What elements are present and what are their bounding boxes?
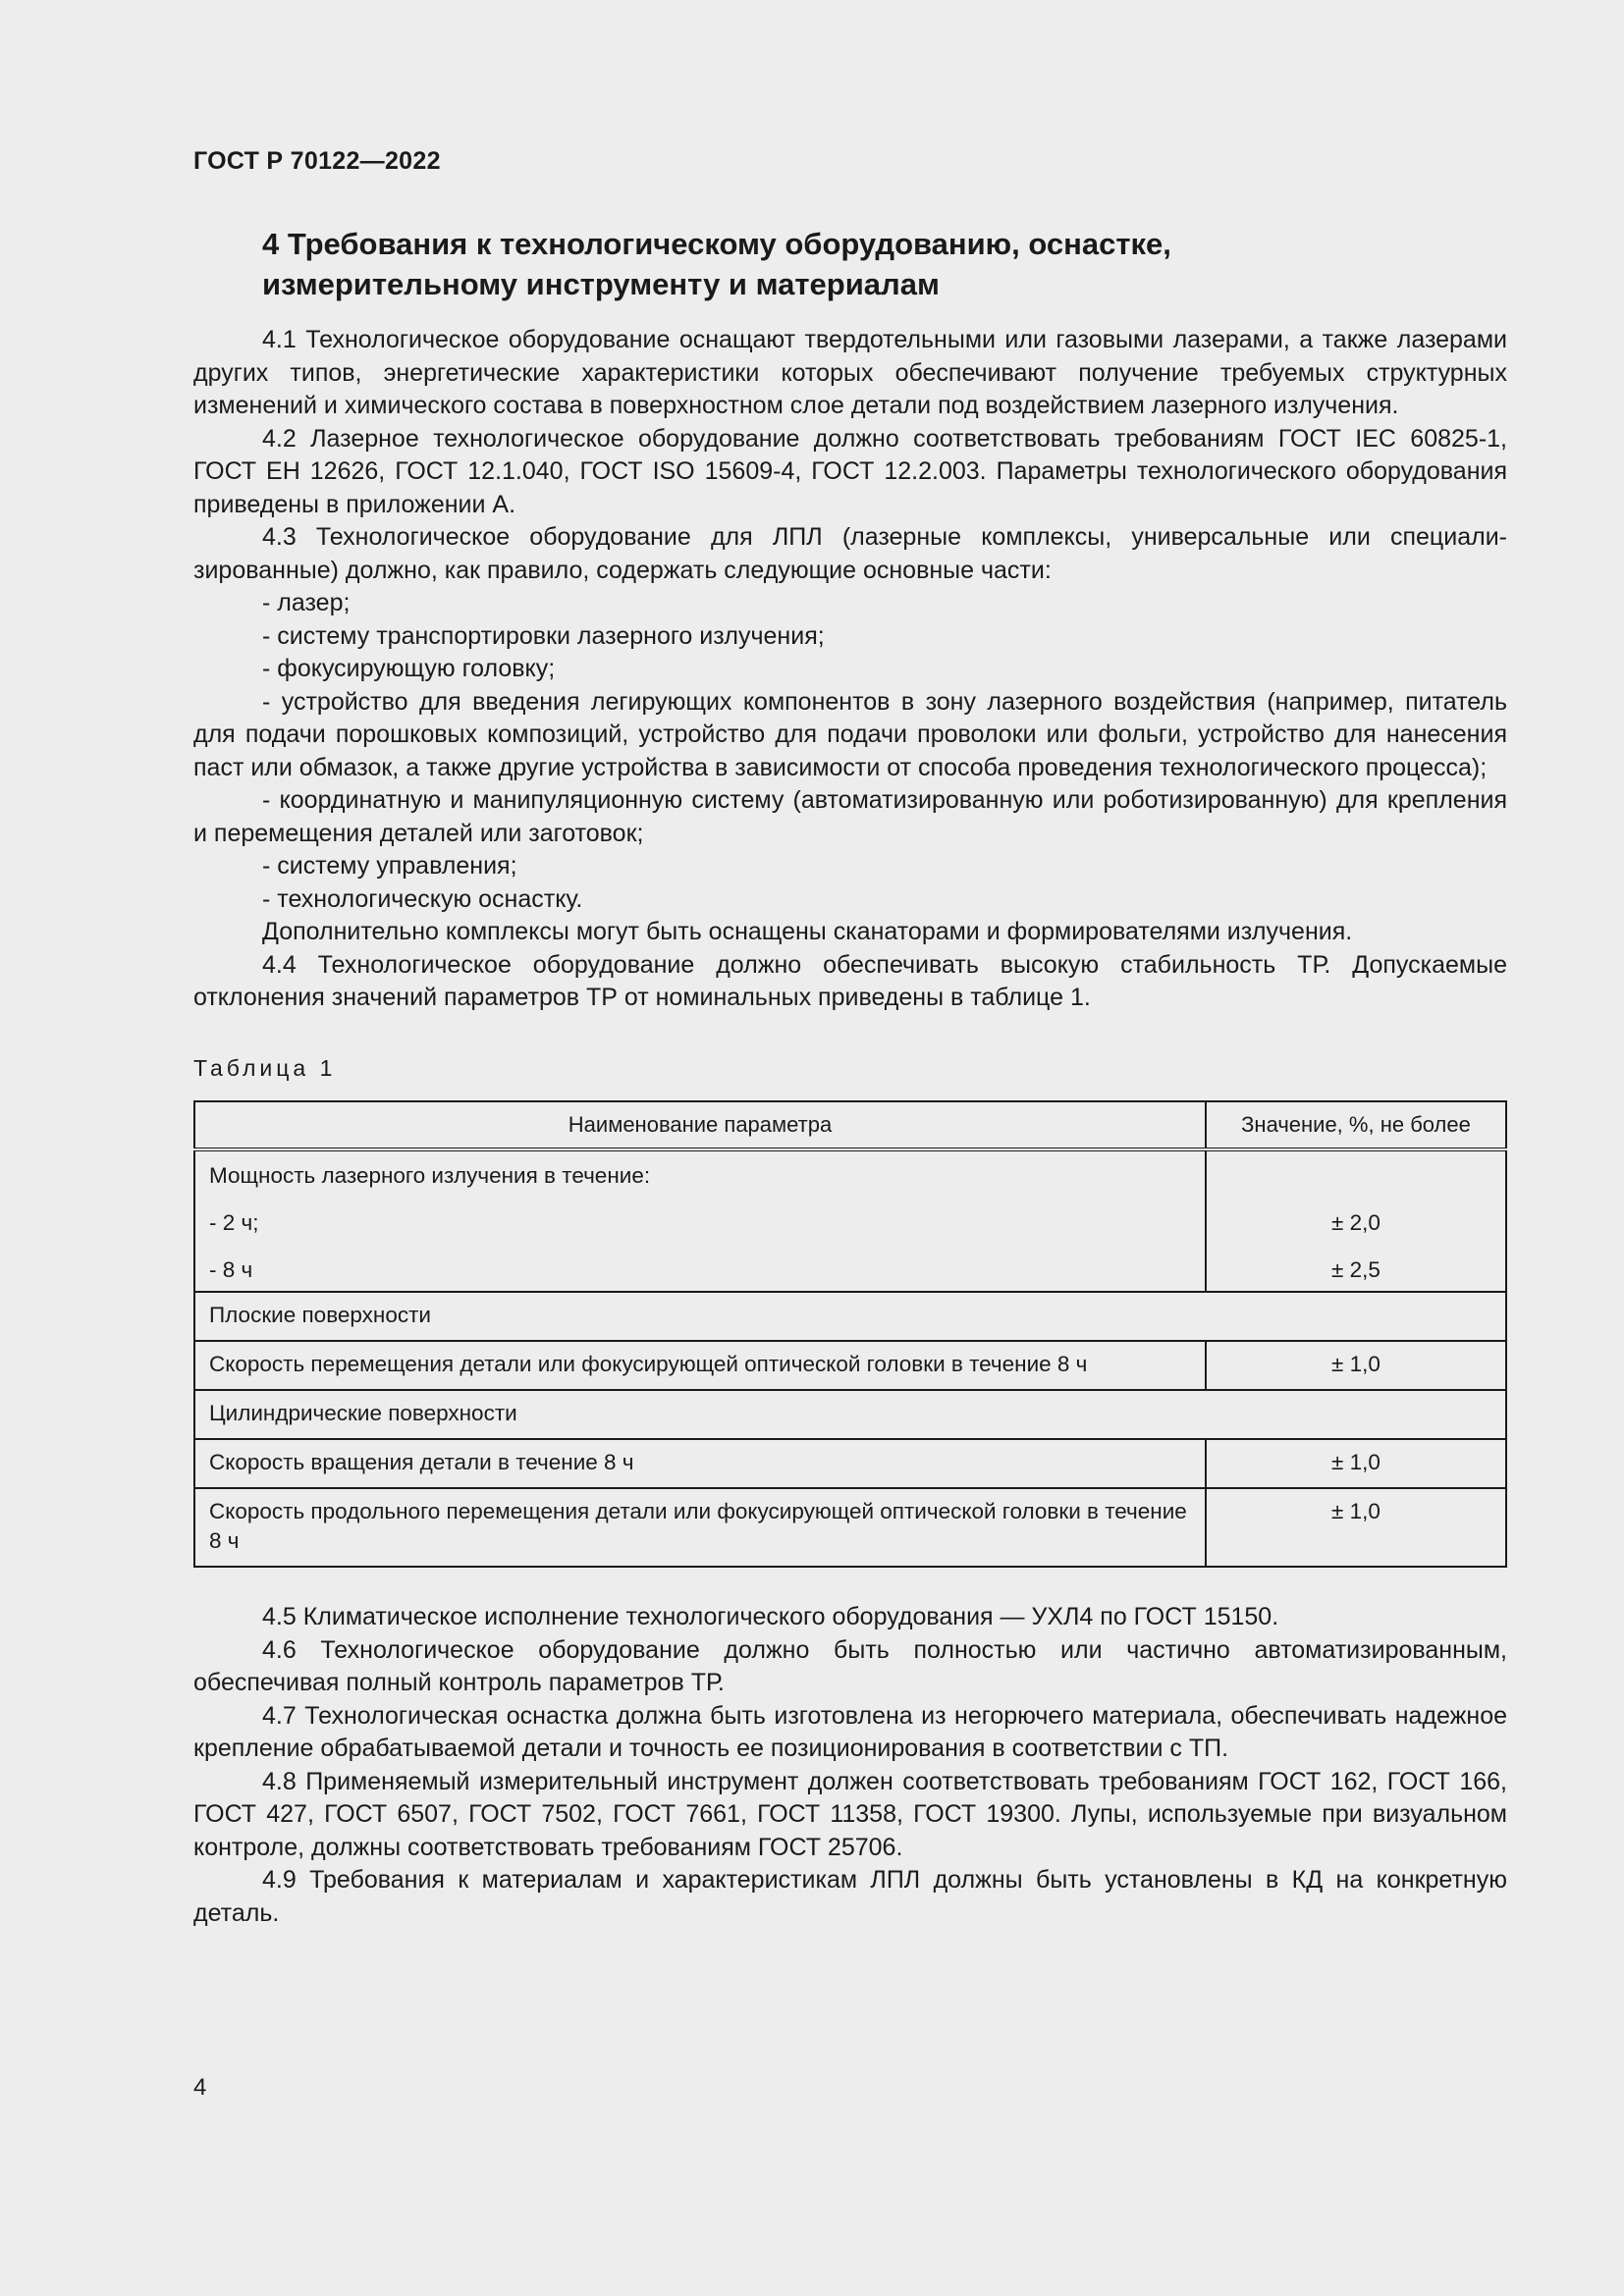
section-title-line-2: измерительному инструменту и материалам xyxy=(262,267,940,301)
list-item: - координатную и манипуляционную систему (автоматизированную или роботизированную) для крепления и перемещения деталей или заготовок; xyxy=(193,786,1507,847)
cell-flat-section: Плоские поверхности xyxy=(194,1292,1506,1341)
cell-cyl-longitudinal-value: ± 1,0 xyxy=(1206,1488,1506,1567)
paragraph-4-3: 4.3 Технологическое оборудование для ЛПЛ (лазерные комплексы, универсальные или специализированные) должно, как правило, содержать следующие основные части: xyxy=(193,523,1507,584)
list-item: - технологическую оснастку. xyxy=(262,884,583,913)
cell-flat-speed-value: ± 1,0 xyxy=(1206,1341,1506,1390)
cell-empty xyxy=(1206,1149,1506,1191)
section-title xyxy=(262,224,1539,304)
list-item: - систему управления; xyxy=(262,852,517,880)
cell-cyl-longitudinal: Скорость продольного перемещения детали или фокусирующей оптической головки в течение 8 ч xyxy=(194,1488,1206,1567)
cell-power-8h: - 8 ч xyxy=(194,1238,1206,1292)
cell-cyl-rotation-value: ± 1,0 xyxy=(1206,1439,1506,1488)
paragraph-4-9: 4.9 Требования к материалам и характеристикам ЛПЛ должны быть установлены в КД на конкретную деталь. xyxy=(193,1866,1507,1927)
paragraph-4-2: 4.2 Лазерное технологическое оборудование должно соответствовать требованиям ГОСТ IEC 60825-1, ГОСТ ЕН 12626, ГОСТ 12.1.040, ГОСТ ISO 15609-4, ГОСТ 12.2.003. Параметры технологического оборудования приведены в приложении А. xyxy=(193,424,1507,518)
table-row xyxy=(194,1488,1506,1567)
cell-power-2h-value: ± 2,0 xyxy=(1331,1210,1380,1235)
list-item: - лазер; xyxy=(262,589,351,616)
cell-cyl-section: Цилиндрические поверхности xyxy=(194,1390,1506,1439)
table-row xyxy=(194,1390,1506,1439)
table-row xyxy=(194,1292,1506,1341)
page-number: 4 xyxy=(193,2074,207,2101)
table-row xyxy=(194,1238,1506,1292)
list-item: - фокусирующую головку; xyxy=(262,655,556,682)
cell-power-label: Мощность лазерного излучения в течение: xyxy=(194,1149,1206,1191)
table-row xyxy=(194,1149,1506,1191)
paragraph-4-6: 4.6 Технологическое оборудование должно быть полностью или частично автоматизированным, обеспечивая полный контроль параметров ТР. xyxy=(193,1635,1507,1696)
paragraph-4-7: 4.7 Технологическая оснастка должна быть изготовлена из негорючего материала, обеспечивать надежное крепление обрабатываемой детали и точность ее позиционирования в соответствии с ТП. xyxy=(193,1701,1507,1762)
paragraph-4-4: 4.4 Технологическое оборудование должно обеспечивать высокую стабильность ТР. Допускаемые отклонения значений параметров ТР от номинальных приведены в таблице 1. xyxy=(193,950,1507,1011)
document-number-header: ГОСТ Р 70122—2022 xyxy=(193,147,441,175)
column-header-value: Значение, %, не более xyxy=(1206,1101,1506,1149)
table-row xyxy=(194,1439,1506,1488)
paragraph-extra: Дополнительно комплексы могут быть оснащены сканаторами и формирователями излучения. xyxy=(262,918,1353,945)
table-row xyxy=(194,1191,1506,1238)
cell-cyl-rotation: Скорость вращения детали в течение 8 ч xyxy=(194,1439,1206,1488)
list-item: - устройство для введения легирующих компонентов в зону лазерного воздействия (например, питатель для подачи порошковых композиций, устройство для подачи проволоки или фольги, устройство для нанесения паст или обмазок, а также другие устройства в зависимости от способа проведения технологического процесса); xyxy=(193,687,1507,781)
body-text-after-table xyxy=(193,1601,1507,1930)
column-header-name: Наименование параметра xyxy=(194,1101,1206,1149)
cell-flat-speed: Скорость перемещения детали или фокусирующей оптической головки в течение 8 ч xyxy=(194,1341,1206,1390)
parameters-table xyxy=(193,1100,1507,1568)
paragraph-4-8: 4.8 Применяемый измерительный инструмент должен соответствовать требованиям ГОСТ 162, ГОСТ 166, ГОСТ 427, ГОСТ 6507, ГОСТ 7502, ГОСТ 7661, ГОСТ 11358, ГОСТ 19300. Лупы, используемые при визуальном контроле, должны соответствовать требованиям ГОСТ 25706. xyxy=(193,1767,1507,1861)
table-row xyxy=(194,1341,1506,1390)
paragraph-4-1: 4.1 Технологическое оборудование оснащают твердотельными или газовыми лазерами, а также лазерами других типов, энергетические характеристики которых обеспечивают получение требуемых структурных изменений и химического состава в поверхностном слое детали под воздействием лазерного излучения. xyxy=(193,326,1507,419)
list-item: - систему транспортировки лазерного излучения; xyxy=(262,621,825,650)
table-caption: Таблица 1 xyxy=(193,1054,337,1081)
table-header-row xyxy=(194,1101,1506,1149)
paragraph-4-5: 4.5 Климатическое исполнение технологического оборудования — УХЛ4 по ГОСТ 15150. xyxy=(262,1603,1279,1630)
body-text xyxy=(193,324,1507,1930)
cell-power-8h-value: ± 2,5 xyxy=(1331,1257,1380,1282)
section-title-line-1: 4 Требования к технологическому оборудованию, оснастке, xyxy=(262,227,1171,261)
cell-power-2h: - 2 ч; xyxy=(194,1191,1206,1238)
